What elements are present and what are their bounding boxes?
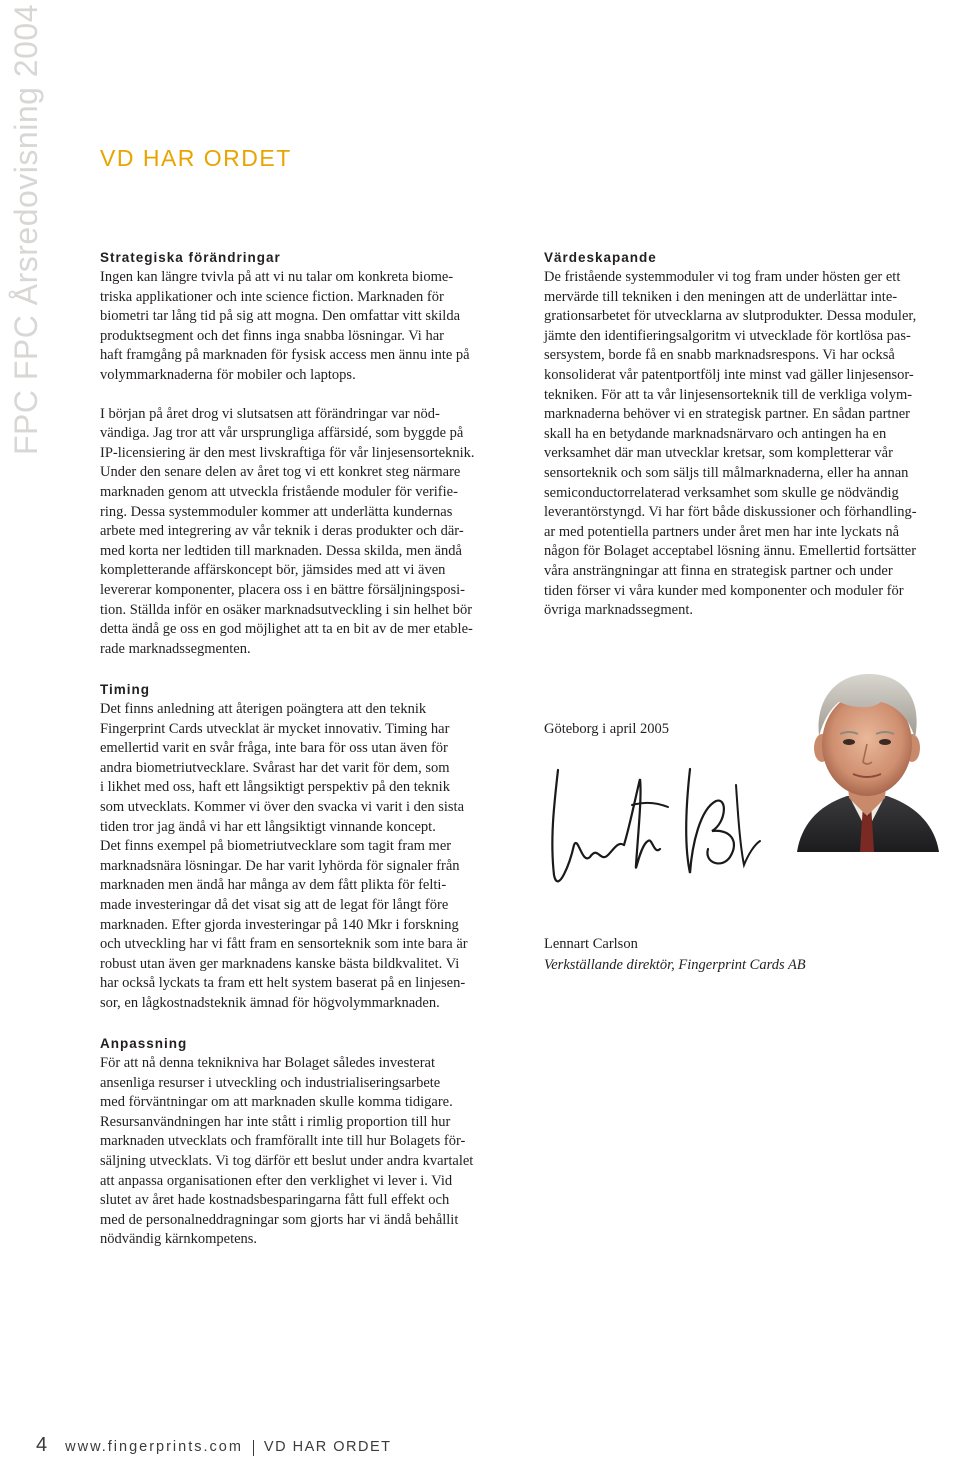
section-heading: Värdeskapande — [544, 250, 657, 265]
signoff-role: Verkställande direktör, Fingerprint Cards AB — [544, 957, 806, 973]
footer-divider — [253, 1440, 254, 1456]
side-title-text: FPC FPC Årsredovisning 2004 — [8, 4, 44, 456]
section-timing — [100, 680, 520, 1014]
section-heading: Timing — [100, 682, 151, 697]
section-vardeskapande — [544, 248, 954, 621]
page-number: 4 — [36, 1434, 48, 1456]
paragraph: Ingen kan längre tvivla på att vi nu talar om konkreta biome- triska applikationer och inte science fiction. Marknaden för biometri tar lång tid på sig att mogna. Den omfattar vitt skilda produktsegment och det finns inga snabba lösningar. Vi har haft framgång på marknaden för fysisk access men ännu inte på volymmarknaderna för mobiler och laptops. — [100, 269, 470, 383]
page-footer — [36, 1434, 392, 1462]
footer-section-name: VD HAR ORDET — [263, 1439, 392, 1455]
signoff-place-date: Göteborg i april 2005 — [544, 721, 669, 737]
paragraph: De fristående systemmoduler vi tog fram under hösten ger ett mervärde till tekniken i den meningen att de underlättar inte- grationsarbetet för utvecklarna av slutprodukter. Dessa moduler, jämte den identifieringsalgoritm vi utvecklade för kortlösa pas- sersystem, borde få en snabb marknadsrespons. Vi har också konsoliderat vår patentportfölj inte minst vad gäller linjesensor- tekniken. För att ta vår linjesensorteknik till de verkliga volym- marknaderna behöver vi en strategisk partner. En sådan partner skall ha en betydande marknadsnärvaro och antingen ha en verksamhet där man utvecklar kretsar, som kompletterar vår sensorteknik och som säljs till målmarknaderna, eller ha annan semiconductorrelaterad verksamhet som skulle ge nödvändig leverantörstyngd. Vi har fört både diskussioner och förhandling- ar med potentiella partners under året men har inte lyckats nå någon för Bolaget acceptabel lösning ännu. Emellertid fortsätter våra ansträngningar att finna en strategisk partner och under tiden förser vi våra kunder med komponenter och moduler för övriga marknadssegment. — [544, 269, 917, 619]
section-heading: Strategiska förändringar — [100, 250, 281, 265]
footer-url-link[interactable]: www.fingerprints.com — [65, 1439, 243, 1455]
section-heading: Anpassning — [100, 1036, 188, 1051]
paragraph: I början på året drog vi slutsatsen att förändringar var nöd- vändiga. Jag tror att vår ursprungliga affärsidé, som byggde på IP-licensiering är den mest livskraftiga för vår linjesensorteknik. Under den senare delen av året tog vi ett konkret steg närmare marknaden genom att utveckla fristående moduler för verifie- ring. Dessa systemmoduler kommer att underlätta kundernas arbete med integrering av vår teknik i deras produkter och där- med korta ner ledtiden till marknaden. Dessa skilda, men ändå kompletterande affärskoncept bör, jämsides med att vi även levererar komponenter, placera oss i en bättre försäljningsposi- tion. Ställda inför en osäker marknadsutveckling i sin helhet bör detta ändå ge oss en god möjlighet att ta en bit av de mer etable- rade marknadssegmenten. — [100, 405, 475, 657]
paragraph: För att nå denna teknikniva har Bolaget således investerat ansenliga resurser i utveckling och industrialiseringsarbete med förväntningar om att marknaden skulle komma tidigare. Resursanvändningen har inte stått i rimlig proportion till hur marknaden utvecklats och framförallt inte till hur Bolagets för- säljning utvecklats. Vi tog därför ett beslut under andra kvartalet att anpassa organisationen efter den verklighet vi lever i. Vid slutet av året hade kostnadsbesparingarna fått full effekt och med de personalneddragningar som gjorts har vi ändå behållit nödvändig kärnkompetens. — [100, 1055, 474, 1248]
side-title — [4, 4, 48, 462]
section-anpassning — [100, 1034, 520, 1250]
signoff-name: Lennart Carlson — [544, 936, 638, 952]
portrait-image — [777, 656, 957, 852]
page-title: VD HAR ORDET — [100, 145, 292, 171]
paragraph: Det finns anledning att återigen poängtera att den teknik Fingerprint Cards utvecklat är mycket innovativ. Timing har emellertid varit en svår fråga, inte bara för oss utan även för andra biometriutvecklare. Svårast har det varit för dem, som i likhet med oss, haft ett långsiktigt perspektiv på den teknik som utvecklats. Kommer vi över den svacka vi varit i den sista tiden tror jag ändå vi har ett långsiktigt vinnande koncept. Det finns exempel på biometriutvecklare som tagit fram mer marknadsnära lösningar. De har varit lyhörda för signaler från marknaden men ändå har många av dem fått plikta för felti- made investeringar då det visat sig att de legat för långt före marknaden. Efter gjorda investeringar på 140 Mkr i forskning och utveckling har vi fått fram en sensorteknik som inte bara är robust utan även ger marknadens kanske bästa bildkvalitet. Vi har också lyckats ta fram ett helt system baserat på en linjesen- sor, en lågkostnadsteknik ämnad för högvolymmarknaden. — [100, 701, 468, 1011]
ceo-portrait — [777, 656, 957, 852]
signature-image — [540, 745, 770, 905]
section-strategiska — [100, 248, 520, 659]
